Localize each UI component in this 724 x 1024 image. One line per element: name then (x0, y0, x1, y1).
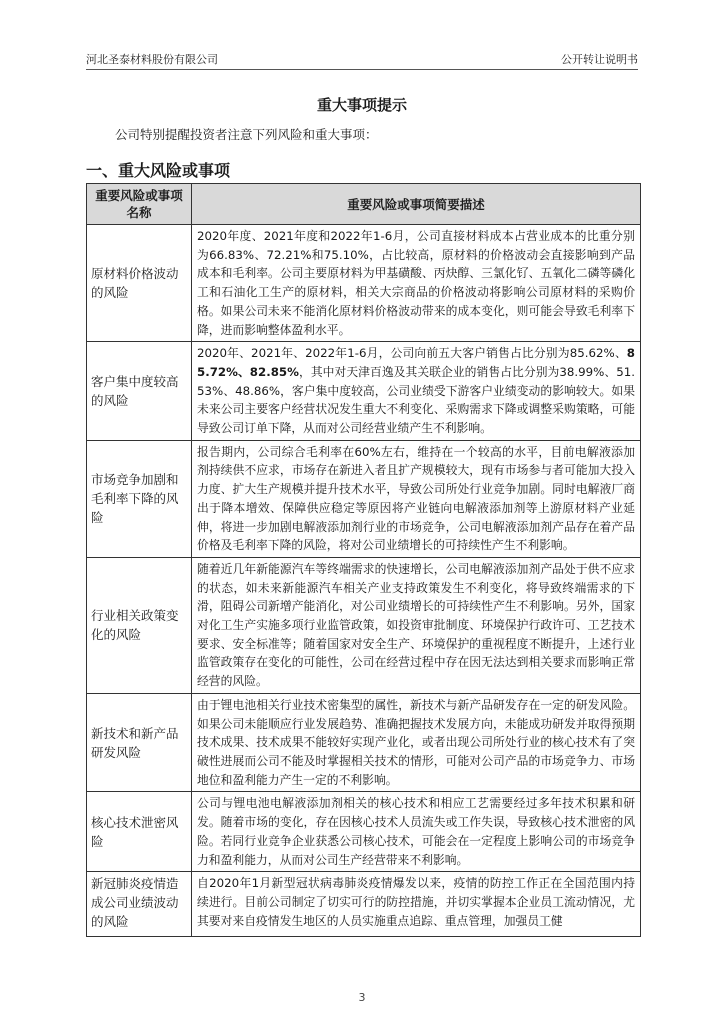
header-company: 河北圣泰材料股份有限公司 (86, 53, 218, 66)
risk-desc-part: ，其中对天津百逸及其关联企业的销售占比分别为38.99%、51.53%、48.86%，客户集中度较高，公司业绩受下游客户业绩变动的影响较大。如果未来公司主要客户经营状况发生重大不利变化、采购需求下降或调整采购策略，可能导致公司订单下降，从而对公司经营业绩产生不利影响。 (197, 364, 635, 436)
risk-name: 新冠肺炎疫情造成公司业绩波动的风险 (87, 872, 192, 937)
page-header (86, 49, 638, 70)
table-row (87, 792, 641, 872)
table-row (87, 693, 641, 792)
table-row (87, 342, 641, 441)
risk-name: 客户集中度较高的风险 (87, 342, 192, 441)
risk-desc: 随着近几年新能源汽车等终端需求的快速增长，公司电解液添加剂产品处于供不应求的状态，如未来新能源汽车相关产业支持政策发生不利变化，将导致终端需求的下滑，阻碍公司新增产能消化，对公司业绩增长的可持续性产生不利影响。另外，国家对化工生产实施多项行业监管政策，如投资审批制度、环境保护行政许可、工艺技术要求、安全标准等；随着国家对安全生产、环境保护的重视程度不断提升，上述行业监管政策存在变化的可能性，公司在经营过程中存在因无法达到相关要求而影响正常经营的风险。 (192, 557, 641, 693)
risk-name: 新技术和新产品研发风险 (87, 693, 192, 792)
table-row (87, 557, 641, 693)
section-title: 一、重大风险或事项 (86, 161, 231, 180)
risk-desc: 自2020年1月新型冠状病毒肺炎疫情爆发以来，疫情的防控工作正在全国范围内持续进行。目前公司制定了切实可行的防控措施，并切实掌握本企业员工流动情况，尤其要对来自疫情发生地区的人员实施重点追踪、重点管理，加强员工健 (192, 872, 641, 937)
risk-name: 原材料价格波动的风险 (87, 225, 192, 342)
table-row (87, 872, 641, 937)
intro-text: 公司特别提醒投资者注意下列风险和重大事项： (115, 127, 378, 142)
risk-desc (192, 342, 641, 441)
risk-desc-bold: 85.72%、82.85% (197, 346, 635, 379)
risk-desc: 由于锂电池相关行业技术密集型的属性，新技术与新产品研发存在一定的研发风险。如果公司未能顺应行业发展趋势、准确把握技术发展方向，未能成功研发并取得预期技术成果、技术成果不能较好实现产业化，或者出现公司所处行业的核心技术有了突破性进展而公司不能及时掌握相关技术的情形，可能对公司产品的市场竞争力、市场地位和盈利能力产生一定的不利影响。 (192, 693, 641, 792)
risk-name: 核心技术泄密风险 (87, 792, 192, 872)
risk-desc: 公司与锂电池电解液添加剂相关的核心技术和相应工艺需要经过多年技术积累和研发。随着市场的变化，存在因核心技术人员流失或工作失误，导致核心技术泄密的风险。若同行业竞争企业获悉公司核心技术，可能会在一定程度上影响公司的市场竞争力和盈利能力，从而对公司生产经营带来不利影响。 (192, 792, 641, 872)
table-header-row (87, 184, 641, 225)
page-title: 重大事项提示 (316, 96, 407, 114)
risk-desc: 报告期内，公司综合毛利率在60%左右，维持在一个较高的水平，目前电解液添加剂持续供不应求，市场存在新进入者且扩产规模较大，现有市场参与者可能加大投入力度、扩大生产规模并提升技术水平，导致公司所处行业竞争加剧。同时电解液厂商出于降本增效、保障供应稳定等原因将产业链向电解液添加剂等上游原材料产业延伸，将进一步加剧电解液添加剂行业的市场竞争，公司电解液添加剂产品存在着产品价格及毛利率下降的风险，将对公司业绩增长的可持续性产生不利影响。 (192, 440, 641, 557)
risk-name: 行业相关政策变化的风险 (87, 557, 192, 693)
col-header-name: 重要风险或事项名称 (87, 184, 192, 225)
header-doc-type: 公开转让说明书 (561, 53, 638, 66)
risk-desc-part: 2020年、2021年、2022年1-6月，公司向前五大客户销售占比分别为85.62%、 (197, 346, 627, 361)
risk-name: 市场竞争加剧和毛利率下降的风险 (87, 440, 192, 557)
table-row (87, 225, 641, 342)
col-header-desc: 重要风险或事项简要描述 (192, 184, 641, 225)
page-number: 3 (358, 991, 366, 1004)
risk-desc: 2020年度、2021年度和2022年1-6月，公司直接材料成本占营业成本的比重分别为66.83%、72.21%和75.10%，占比较高，原材料的价格波动会直接影响到产品成本和毛利率。公司主要原材料为甲基磺酸、丙炔醇、三氯化钌、五氧化二磷等磷化工和石油化工生产的原材料，相关大宗商品的价格波动将影响公司原材料的采购价格。如果公司未来不能消化原材料价格波动带来的成本变化，则可能会导致毛利率下降，进而影响整体盈利水平。 (192, 225, 641, 342)
risk-table (86, 183, 641, 937)
table-row (87, 440, 641, 557)
